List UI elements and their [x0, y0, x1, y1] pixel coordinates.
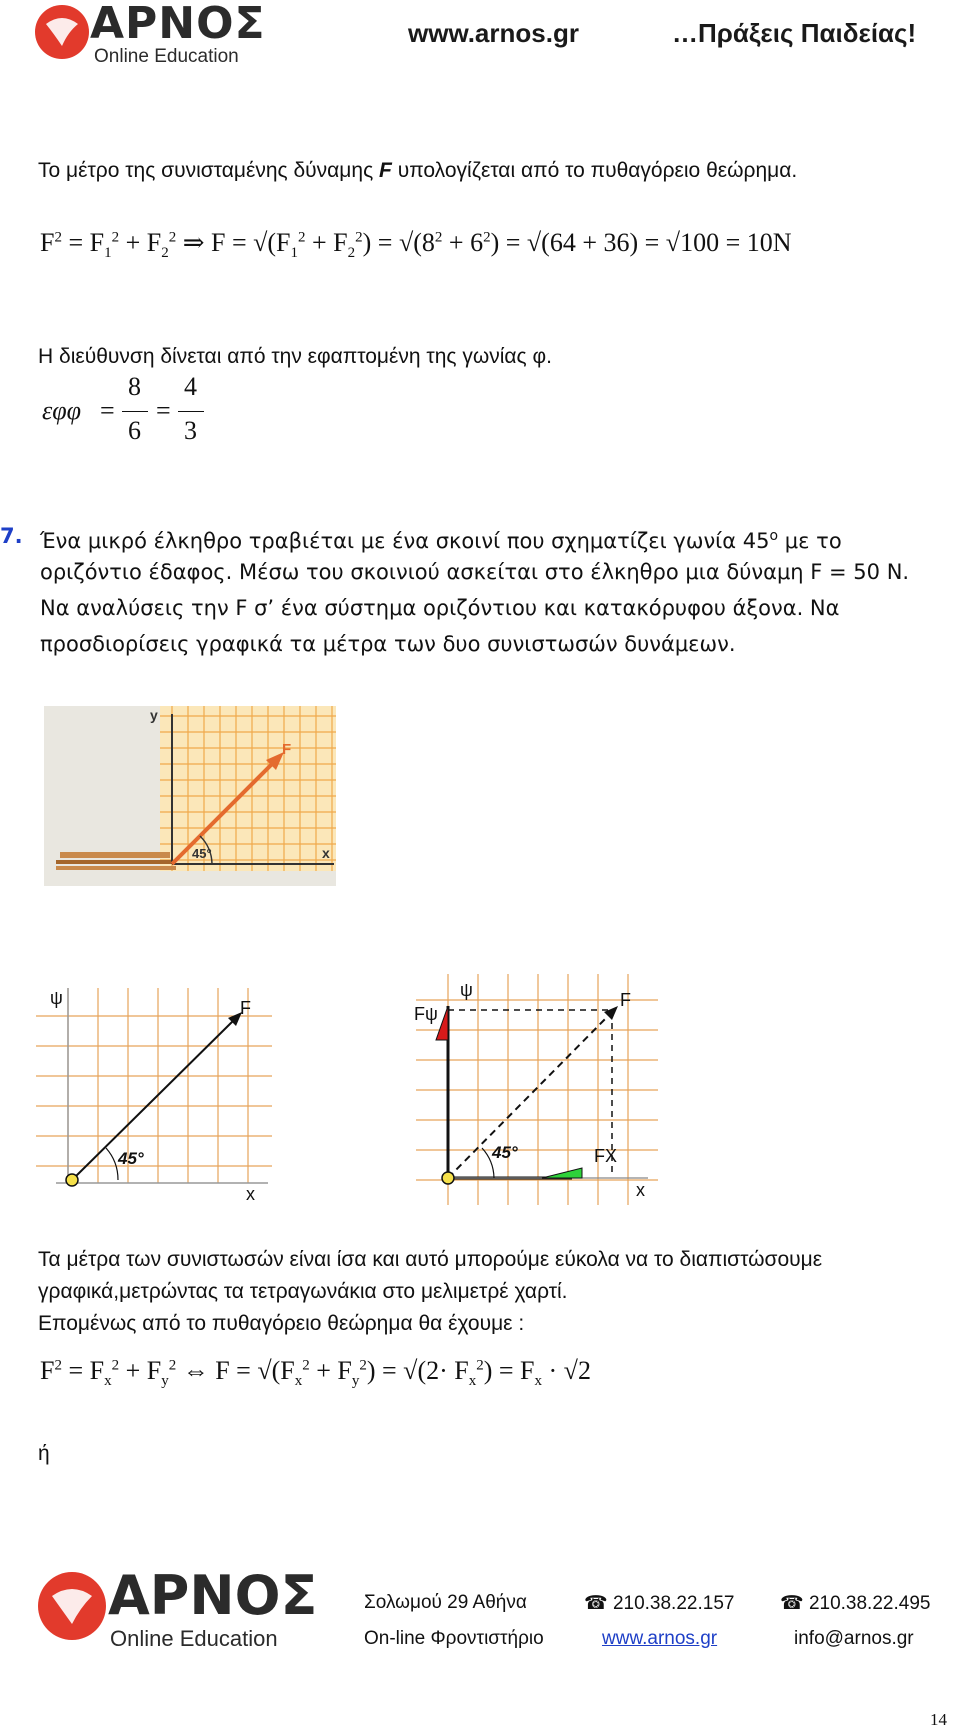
conclusion-line2: γραφικά,μετρώντας τα τετραγωνάκια στο μελιμετρέ χαρτί.	[38, 1280, 568, 1303]
fig3-fy-label: Fψ	[414, 1004, 438, 1024]
components-equation: $F^2 = F_x^2 + F_y^2$ ⇔ $F = √(F_x^2 + F_y^2) = √(2\cdot F_x^2) = F_x \cdot √2$	[40, 1356, 591, 1390]
pythagorean-equation: $F^2 = F_1^2 + F_2^2$ ⇒ $F = √(F_1^2 + F_2^2) = √(8^2 + 6^2) = √(64 + 36) = √100 = 10N$	[40, 228, 792, 262]
footer-address: Σολωμού 29 Αθήνα	[364, 1592, 527, 1613]
fig3-force-label: F	[620, 990, 631, 1010]
frac1-den: 6	[128, 416, 141, 445]
footer-label: On-line Φροντιστήριο	[364, 1628, 544, 1649]
fig2-x-label: x	[246, 1184, 255, 1204]
figure-vector-components	[412, 970, 662, 1210]
fig3-arrowhead	[604, 1006, 618, 1020]
problem-line4: προσδιορίσεις γραφικά τα μέτρα των δυο συνιστωσών δυνάμεων.	[40, 632, 736, 656]
footer-phone2[interactable]: ☎ 210.38.22.495	[780, 1593, 931, 1614]
fig1-x-label: x	[322, 845, 330, 861]
footer-website-link[interactable]: www.arnos.gr	[602, 1628, 718, 1649]
footer-website-wrap	[602, 1628, 717, 1650]
problem-line1-text: Ένα μικρό έλκηθρο τραβιέται με ένα σκοινί που σχηματίζει γωνία 45	[40, 529, 770, 553]
footer-logo	[34, 1564, 334, 1658]
fig2-force-line	[72, 1018, 236, 1180]
figure-sled-grid	[44, 706, 336, 886]
page-number: 14	[930, 1710, 947, 1729]
eq1-d: 36	[603, 228, 630, 257]
degree-mark: ο	[769, 528, 779, 544]
fig1-y-label: y	[150, 707, 158, 723]
fig1-angle-label: 45°	[192, 846, 212, 861]
tan-lhs: εφφ	[42, 396, 82, 425]
fx-component-arrow	[542, 1168, 582, 1178]
eq1-result: 10N	[746, 228, 792, 257]
fig2-origin-point	[66, 1174, 78, 1186]
fig3-origin-point	[442, 1172, 454, 1184]
problem-line3: Να αναλύσεις την F σ’ ένα σύστημα οριζόντιου και κατακόρυφου άξονα. Να	[40, 596, 840, 620]
problem-line1	[40, 519, 956, 559]
frac2-num: 4	[184, 372, 197, 401]
frac1-num: 8	[128, 372, 141, 401]
direction-text: Η διεύθυνση δίνεται από την εφαπτομένη της γωνίας φ.	[38, 345, 552, 368]
fig3-fx-label: FX	[594, 1146, 618, 1166]
problem-number: 7.	[0, 524, 23, 548]
frac2-den: 3	[184, 416, 197, 445]
problem-line2: οριζόντιο έδαφος. Μέσω του σκοινιού ασκείται στο έλκηθρο μια δύναμη F = 50 N.	[40, 560, 910, 584]
logo-sub-text: Online Education	[94, 46, 239, 67]
eq1-b: 6	[470, 228, 484, 257]
intro-suffix: υπολογίζεται από το πυθαγόρειο θεώρημα.	[391, 159, 798, 182]
conclusion-line3: Επομένως από το πυθαγόρειο θεώρημα θα έχουμε :	[38, 1312, 525, 1335]
fig2-y-label: ψ	[50, 988, 63, 1008]
problem-line1-end: με το	[778, 529, 842, 553]
header-slogan: …Πράξεις Παιδείας!	[672, 18, 917, 48]
fig1-force-label: F	[282, 741, 292, 758]
fig2-angle-label: 45°	[118, 1149, 144, 1168]
eq1-e: 100	[680, 228, 720, 257]
fig3-y-label: ψ	[460, 980, 473, 1000]
footer-logo-sub: Online Education	[110, 1626, 278, 1651]
fig3-force-dashed	[448, 1012, 612, 1178]
intro-force-symbol: F	[379, 159, 392, 182]
logo-main-text: ΑΡΝΟΣ	[90, 0, 266, 49]
or-text: ή	[38, 1442, 50, 1465]
figure-vector-grid-left	[36, 978, 272, 1208]
eq1-c: 64	[549, 228, 576, 257]
fig3-angle-label: 45°	[492, 1143, 518, 1162]
footer-phone1[interactable]: ☎ 210.38.22.157	[584, 1593, 735, 1614]
intro-prefix: Το μέτρο της συνισταμένης δύναμης	[38, 159, 380, 182]
footer-logo-main: ΑΡΝΟΣ	[108, 1564, 318, 1627]
fig2-force-label: F	[240, 998, 251, 1018]
fig3-x-label: x	[636, 1180, 645, 1200]
eq1-a: 8	[421, 228, 435, 257]
intro-text	[38, 154, 797, 188]
header-logo	[32, 2, 282, 70]
tan-equation: εφφ = 8 6 = 4 3	[42, 372, 212, 452]
conclusion-line1: Τα μέτρα των συνιστωσών είναι ίσα και αυτό μπορούμε εύκολα να το διαπιστώσουμε	[38, 1248, 823, 1271]
footer-logo-globe-icon	[34, 1568, 114, 1648]
header-website[interactable]: www.arnos.gr	[408, 18, 579, 48]
footer-email[interactable]: info@arnos.gr	[794, 1628, 914, 1649]
